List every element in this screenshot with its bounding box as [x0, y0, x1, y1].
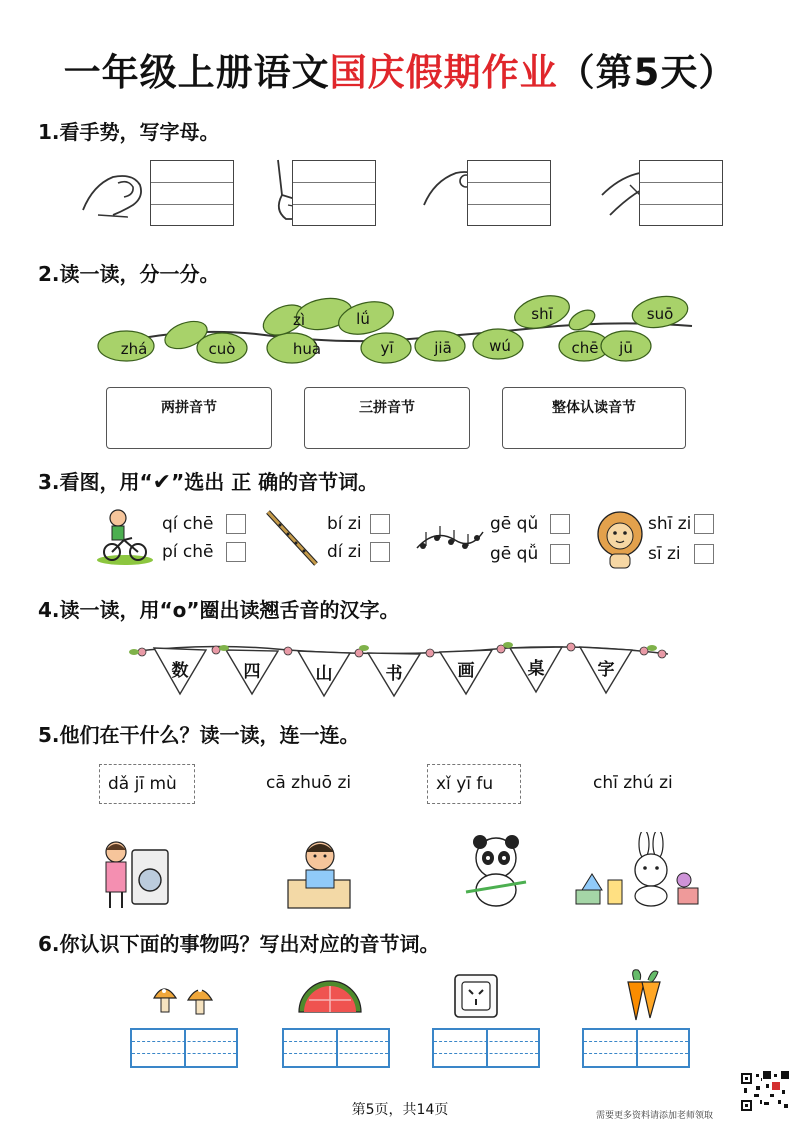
wiping-table-icon: [284, 832, 354, 912]
syllable-leaf: lǘ: [356, 310, 370, 328]
syllable-leaf: cuò: [208, 340, 236, 358]
letter-write-box[interactable]: [639, 160, 723, 226]
rabbit-building-blocks-icon: [574, 832, 704, 908]
pinyin-writing-grid[interactable]: [130, 1028, 238, 1068]
q2-heading: 2.读一读，分一分。: [38, 262, 220, 286]
answer-checkbox[interactable]: [694, 544, 714, 564]
pinyin-writing-grid[interactable]: [282, 1028, 390, 1068]
option-gequ: gē qǔ: [490, 514, 539, 534]
q1-heading: 1.看手势，写字母。: [38, 120, 220, 144]
phrase-box[interactable]: cā zhuō zi: [266, 773, 352, 793]
q6-heading: 6.你认识下面的事物吗？写出对应的音节词。: [38, 932, 440, 956]
pennant-char[interactable]: 四: [243, 662, 261, 682]
vine-illustration: [96, 290, 696, 370]
title-homework: 国庆假期作业: [329, 51, 558, 94]
syllable-leaf: yī: [380, 339, 394, 357]
page-title: [0, 42, 800, 96]
syllable-leaf: jiā: [434, 339, 452, 357]
option-shizi: shī zi: [648, 514, 692, 534]
title-grade: 一年级上册语文: [63, 51, 330, 94]
q4-heading: 4.读一读，用“o”圈出读翘舌音的汉字。: [38, 598, 400, 622]
pennant-char[interactable]: 字: [597, 660, 615, 680]
pennant-char[interactable]: 山: [315, 664, 333, 684]
watermelon-icon: [297, 972, 363, 1020]
letter-write-box[interactable]: [150, 160, 234, 226]
answer-checkbox[interactable]: [550, 514, 570, 534]
pennant-char[interactable]: 数: [171, 661, 189, 681]
phrase-box[interactable]: dǎ jī mù: [99, 764, 195, 804]
category-box-two-part[interactable]: [106, 387, 272, 449]
bicycle-rider-icon: [96, 508, 154, 566]
syllable-leaf: chē: [571, 339, 599, 357]
syllable-leaf: zì: [292, 311, 306, 329]
answer-checkbox[interactable]: [226, 514, 246, 534]
answer-checkbox[interactable]: [370, 514, 390, 534]
answer-checkbox[interactable]: [370, 542, 390, 562]
mushroom-icon: [150, 978, 216, 1018]
answer-checkbox[interactable]: [550, 544, 570, 564]
lion-icon: [590, 508, 650, 570]
q3-heading: 3.看图，用“✔”选出 正 确的音节词。: [38, 470, 379, 495]
option-dizi: dí zi: [327, 542, 362, 562]
syllable-leaf: jū: [619, 339, 633, 357]
syllable-leaf: suō: [646, 305, 674, 323]
qr-code-icon: [762, 1070, 790, 1110]
pennant-char[interactable]: 画: [457, 661, 475, 681]
title-day: （第5天）: [557, 51, 737, 94]
pennant-char[interactable]: 桌: [527, 659, 545, 679]
power-socket-icon: [452, 972, 500, 1020]
qr-caption: 需要更多资料请添加老师领取: [596, 1111, 714, 1121]
hand-gesture-icon: [78, 155, 148, 225]
option-qiche: qí chē: [162, 514, 214, 534]
letter-write-box[interactable]: [467, 160, 551, 226]
option-sizi: sī zi: [648, 544, 681, 564]
check-mark-icon: ✔: [152, 470, 172, 495]
category-label: 两拼音节: [161, 400, 217, 416]
option-gequ-umlaut: gē qǚ: [490, 544, 539, 564]
syllable-leaf: wú: [489, 337, 511, 355]
carrot-icon: [620, 966, 666, 1022]
answer-checkbox[interactable]: [694, 514, 714, 534]
phrase-box[interactable]: xǐ yī fu: [427, 764, 521, 804]
pennant-char[interactable]: 书: [385, 664, 403, 684]
category-label: 整体认读音节: [552, 400, 636, 416]
answer-checkbox[interactable]: [226, 542, 246, 562]
syllable-leaf: zhá: [120, 340, 148, 358]
category-box-three-part[interactable]: [304, 387, 470, 449]
syllable-leaf: huà: [292, 340, 322, 358]
letter-write-box[interactable]: [292, 160, 376, 226]
phrase-box[interactable]: chī zhú zi: [593, 773, 673, 793]
category-box-whole-syllable[interactable]: [502, 387, 686, 449]
option-bizi: bí zi: [327, 514, 362, 534]
pinyin-writing-grid[interactable]: [432, 1028, 540, 1068]
panda-eating-bamboo-icon: [460, 832, 532, 908]
syllable-leaf: shī: [531, 305, 553, 323]
q5-heading: 5.他们在干什么？读一读，连一连。: [38, 723, 360, 747]
pinyin-writing-grid[interactable]: [582, 1028, 690, 1068]
music-notes-icon: [415, 522, 485, 558]
page-number: 第5页，共14页: [351, 1102, 449, 1118]
flute-icon: [262, 508, 322, 568]
category-label: 三拼音节: [359, 400, 415, 416]
option-piche: pí chē: [162, 542, 214, 562]
washing-clothes-icon: [96, 836, 172, 912]
